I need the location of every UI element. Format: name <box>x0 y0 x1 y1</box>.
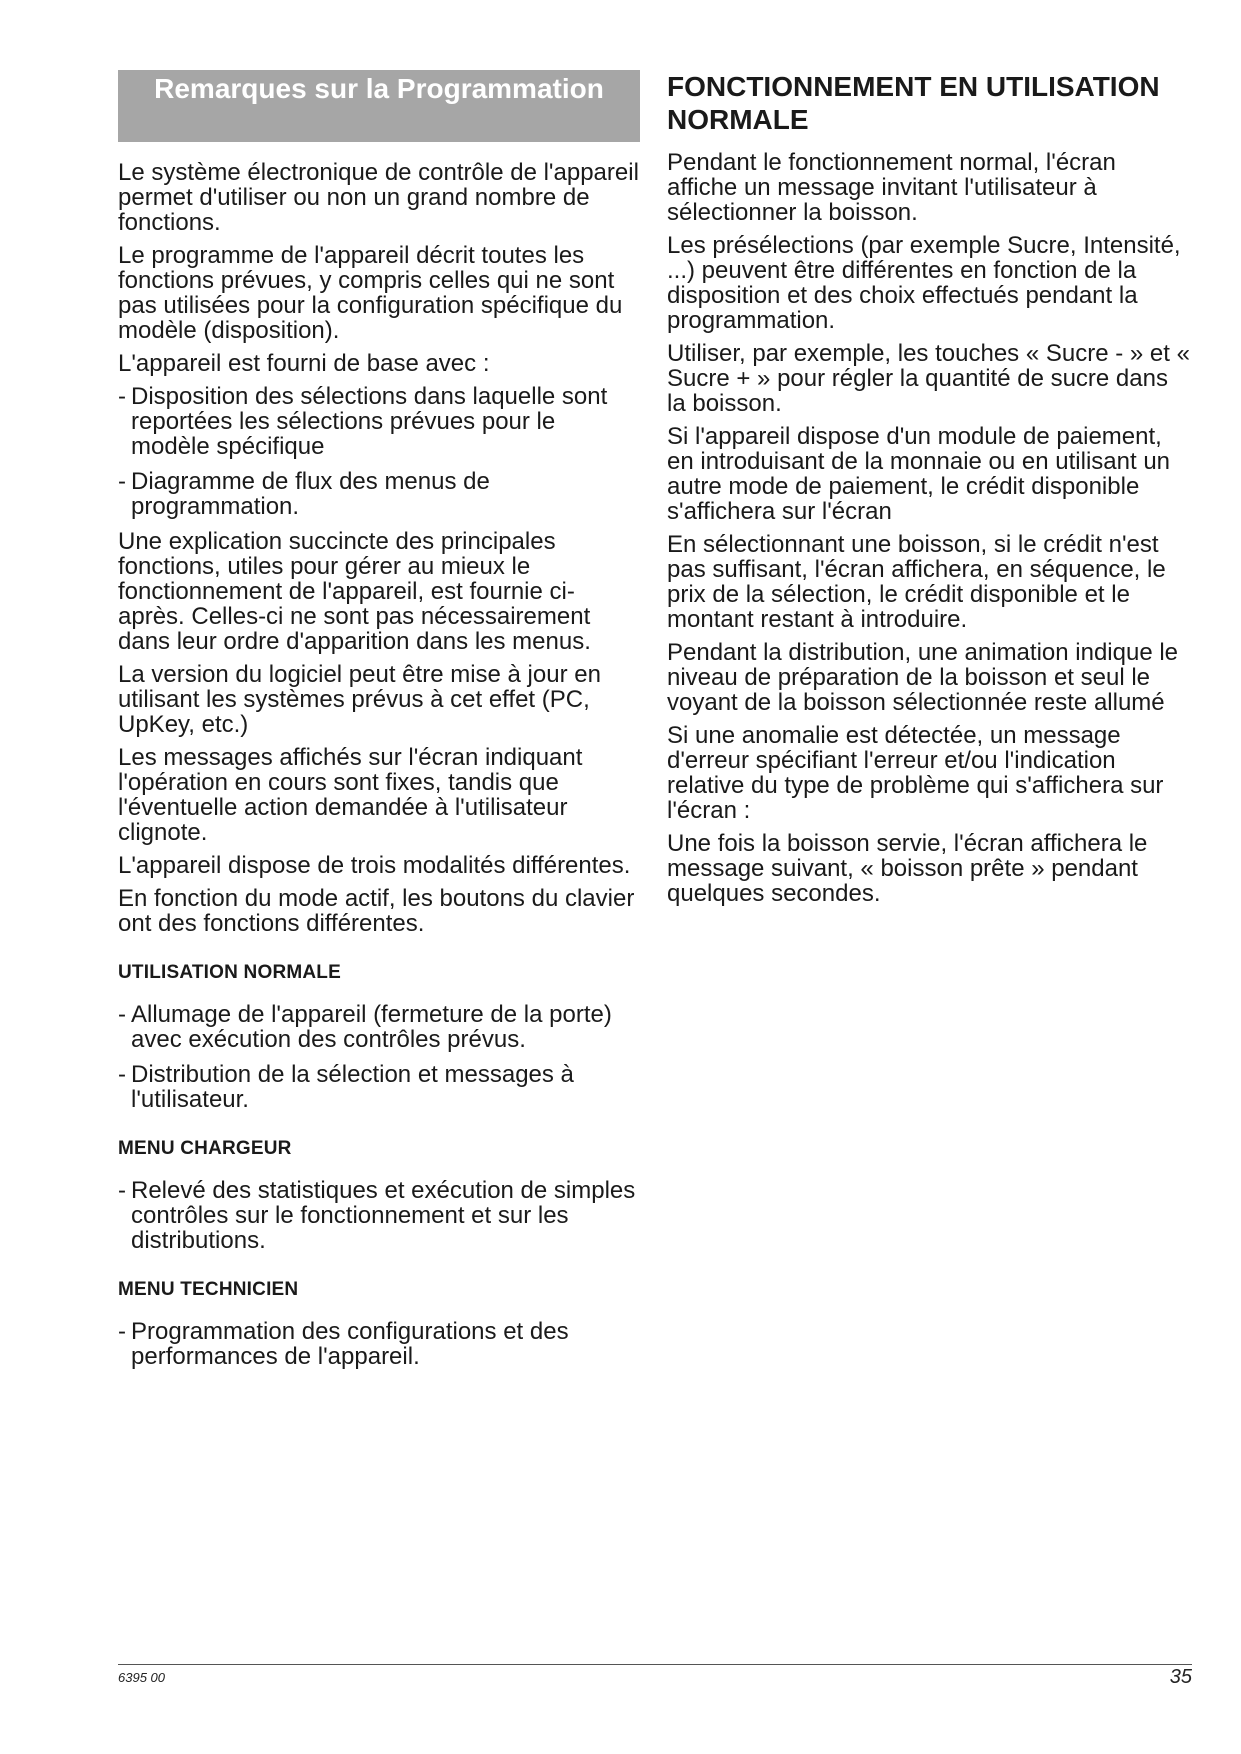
footer-divider <box>118 1664 1192 1665</box>
body-paragraph-1: Une explication succincte des principales fonctions, utiles pour gérer au mieux le fonctionnement de l'appareil, est fournie ci-après. Celles-ci ne sont pas nécessairement dans leur ordre d'apparition dans les menus. <box>118 528 591 655</box>
base-list-item: - Diagramme de flux des menus de programmation. <box>118 469 640 519</box>
right-paragraph-3: Utiliser, par exemple, les touches « Sucre - » et « Sucre + » pour régler la quantité de sucre dans la boisson. <box>667 340 1190 417</box>
base-list <box>118 384 640 519</box>
menu-technicien-list <box>118 1319 640 1369</box>
right-paragraph-5: En sélectionnant une boisson, si le crédit n'est pas suffisant, l'écran affichera, en séquence, le prix de la sélection, le crédit disponible et le montant restant à introduire. <box>667 531 1166 633</box>
list-item: - Relevé des statistiques et exécution de simples contrôles sur le fonctionnement et sur les distributions. <box>118 1178 640 1253</box>
base-list-item: - Disposition des sélections dans laquelle sont reportées les sélections prévues pour le modèle spécifique <box>118 384 640 459</box>
body-paragraph-2: La version du logiciel peut être mise à jour en utilisant les systèmes prévus à cet effet (PC, UpKey, etc.) <box>118 661 601 738</box>
section-title: FONCTIONNEMENT EN UTILISATION NORMALE <box>667 71 1160 135</box>
utilisation-normale-list <box>118 1002 640 1112</box>
intro-paragraph-2: Le programme de l'appareil décrit toutes les fonctions prévues, y compris celles qui ne sont pas utilisées pour la configuration spécifique du modèle (disposition). <box>118 242 623 344</box>
body-paragraph-4: L'appareil dispose de trois modalités différentes. <box>118 852 631 879</box>
heading-menu-technicien: MENU TECHNICIEN <box>118 1279 299 1300</box>
intro-paragraph-3: L'appareil est fourni de base avec : <box>118 350 490 377</box>
menu-chargeur-list <box>118 1178 640 1253</box>
page-number: 35 <box>1169 1666 1192 1688</box>
heading-utilisation-normale: UTILISATION NORMALE <box>118 962 341 983</box>
document-code: 6395 00 <box>118 1670 165 1685</box>
right-paragraph-4: Si l'appareil dispose d'un module de paiement, en introduisant de la monnaie ou en utilisant un autre mode de paiement, le crédit disponible s'affichera sur l'écran <box>667 423 1171 525</box>
body-paragraph-5: En fonction du mode actif, les boutons du clavier ont des fonctions différentes. <box>118 885 635 937</box>
list-item: - Allumage de l'appareil (fermeture de la porte) avec exécution des contrôles prévus. <box>118 1002 640 1052</box>
heading-menu-chargeur: MENU CHARGEUR <box>118 1138 292 1159</box>
intro-paragraph-1: Le système électronique de contrôle de l'appareil permet d'utiliser ou non un grand nombre de fonctions. <box>118 159 639 236</box>
left-column <box>118 70 640 1379</box>
list-item: - Programmation des configurations et des performances de l'appareil. <box>118 1319 640 1369</box>
body-paragraph-3: Les messages affichés sur l'écran indiquant l'opération en cours sont fixes, tandis que l'éventuelle action demandée à l'utilisateur clignote. <box>118 744 583 846</box>
right-paragraph-7: Si une anomalie est détectée, un message d'erreur spécifiant l'erreur et/ou l'indication relative du type de problème qui s'affichera sur l'écran : <box>667 722 1164 824</box>
list-item: - Distribution de la sélection et messages à l'utilisateur. <box>118 1062 640 1112</box>
right-column <box>667 70 1192 914</box>
right-paragraph-8: Une fois la boisson servie, l'écran affichera le message suivant, « boisson prête » pendant quelques secondes. <box>667 830 1148 907</box>
right-paragraph-6: Pendant la distribution, une animation indique le niveau de préparation de la boisson et seul le voyant de la boisson sélectionnée reste allumé <box>667 639 1179 716</box>
right-paragraph-2: Les présélections (par exemple Sucre, Intensité, ...) peuvent être différentes en fonction de la disposition et des choix effectués pendant la programmation. <box>667 232 1181 334</box>
section-banner: Remarques sur la Programmation <box>118 70 640 142</box>
right-paragraph-1: Pendant le fonctionnement normal, l'écran affiche un message invitant l'utilisateur à sélectionner la boisson. <box>667 149 1116 226</box>
